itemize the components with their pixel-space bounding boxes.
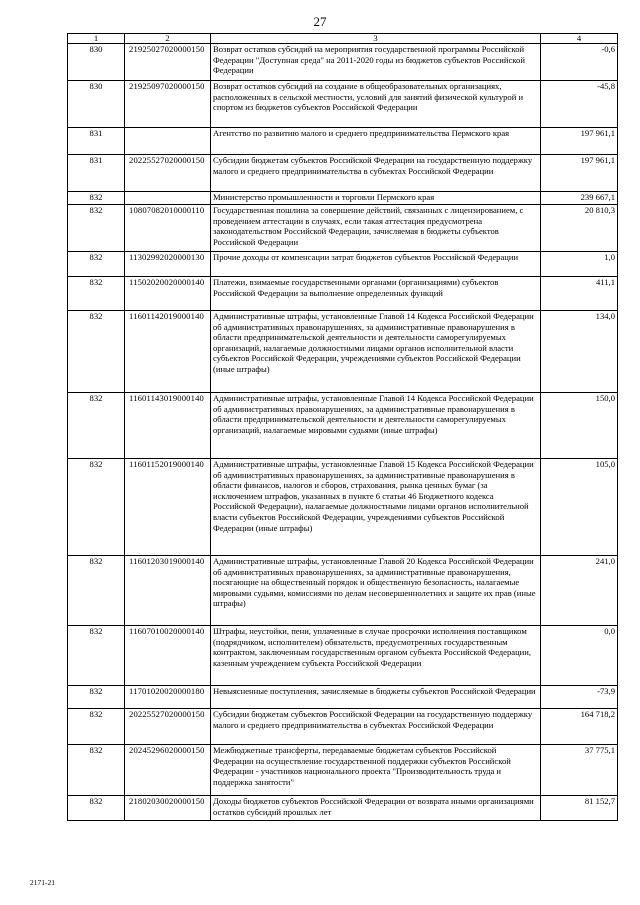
page-number: 27 <box>313 14 327 29</box>
table-row <box>68 745 618 796</box>
table-row <box>68 155 618 192</box>
row-code: 832 <box>68 745 125 796</box>
row-code: 832 <box>68 796 125 821</box>
row-kbk: 11601203019000140 <box>125 556 211 626</box>
row-amount: 1,0 <box>541 252 618 277</box>
table-body <box>68 44 618 821</box>
row-code: 832 <box>68 709 125 745</box>
row-amount: 81 152,7 <box>541 796 618 821</box>
row-amount: 105,0 <box>541 459 618 556</box>
row-kbk: 11601142019000140 <box>125 311 211 393</box>
row-kbk: 11502020020000140 <box>125 277 211 311</box>
row-name: Административные штрафы, установленные Главой 15 Кодекса Российской Федерации об административных правонарушениях, за административные правонарушения в области финансов, налогов и сборов, страхования, рынка ценных бумаг (за исключением штрафов, указанных в пункте 6 статьи 46 Бюджетного кодекса Российской Федерации), налагаемые должностными лицами органов исполнительной власти субъектов Российской Федерации, учреждениями субъектов Российской Федерации (иные штрафы) <box>211 459 541 556</box>
row-amount: 164 718,2 <box>541 709 618 745</box>
table-row <box>68 252 618 277</box>
row-name: Невыясненные поступления, зачисляемые в бюджеты субъектов Российской Федерации <box>211 686 541 709</box>
table-row <box>68 556 618 626</box>
row-code: 832 <box>68 393 125 459</box>
table-row <box>68 311 618 393</box>
table-row <box>68 44 618 81</box>
table-row <box>68 709 618 745</box>
row-amount: 197 961,1 <box>541 128 618 155</box>
row-amount: 20 810,3 <box>541 205 618 252</box>
col-header-3: 3 <box>211 34 541 44</box>
table-row <box>68 459 618 556</box>
row-kbk: 11601143019000140 <box>125 393 211 459</box>
row-name: Административные штрафы, установленные Главой 14 Кодекса Российской Федерации об административных правонарушениях, за административные правонарушения в области предпринимательской деятельности и деятельности саморегулируемых организаций, налагаемые мировыми судьями (иные штрафы) <box>211 393 541 459</box>
row-name: Агентство по развитию малого и среднего предпринимательства Пермского края <box>211 128 541 155</box>
row-amount: 0,0 <box>541 626 618 686</box>
row-amount: -0,6 <box>541 44 618 81</box>
row-code: 832 <box>68 311 125 393</box>
table-row <box>68 277 618 311</box>
col-header-2: 2 <box>125 34 211 44</box>
row-amount: 134,0 <box>541 311 618 393</box>
row-name: Министерство промышленности и торговли Пермского края <box>211 192 541 205</box>
row-kbk: 21925097020000150 <box>125 81 211 128</box>
row-amount: 150,0 <box>541 393 618 459</box>
row-code: 830 <box>68 81 125 128</box>
col-header-4: 4 <box>541 34 618 44</box>
row-code: 831 <box>68 155 125 192</box>
row-amount: 239 667,1 <box>541 192 618 205</box>
row-name: Межбюджетные трансферты, передаваемые бюджетам субъектов Российской Федерации на осуществление государственной поддержки субъектов Российской Федерации - участников национального проекта "Производительность труда и поддержка занятости" <box>211 745 541 796</box>
row-name: Доходы бюджетов субъектов Российской Федерации от возврата иными организациями остатков субсидий прошлых лет <box>211 796 541 821</box>
row-kbk: 11302992020000130 <box>125 252 211 277</box>
row-code: 832 <box>68 277 125 311</box>
row-code: 830 <box>68 44 125 81</box>
row-kbk: 11607010020000140 <box>125 626 211 686</box>
revenue-table <box>67 33 618 821</box>
row-amount: 241,0 <box>541 556 618 626</box>
row-name: Государственная пошлина за совершение действий, связанных с лицензированием, с проведением аттестации в случаях, если такая аттестация предусмотрена законодательством Российской Федерации, зачисляемая в бюджеты субъектов Российской Федерации <box>211 205 541 252</box>
row-kbk <box>125 192 211 205</box>
table-row <box>68 686 618 709</box>
table-row <box>68 796 618 821</box>
row-name: Административные штрафы, установленные Главой 14 Кодекса Российской Федерации об административных правонарушениях, за административные правонарушения в области предпринимательской деятельности и деятельности саморегулируемых организаций, налагаемые должностными лицами органов исполнительной власти субъектов Российской Федерации, учреждениями субъектов Российской Федерации (иные штрафы) <box>211 311 541 393</box>
table-row <box>68 128 618 155</box>
row-name: Платежи, взимаемые государственными органами (организациями) субъектов Российской Федерации за выполнение определенных функций <box>211 277 541 311</box>
row-name: Возврат остатков субсидий на создание в общеобразовательных организациях, расположенных в сельской местности, условий для занятий физической культурой и спортом из бюджетов субъектов Российской Федерации <box>211 81 541 128</box>
row-kbk: 20245296020000150 <box>125 745 211 796</box>
row-kbk: 21802030020000150 <box>125 796 211 821</box>
row-name: Прочие доходы от компенсации затрат бюджетов субъектов Российской Федерации <box>211 252 541 277</box>
row-code: 832 <box>68 626 125 686</box>
footer-code: 2171-21 <box>30 878 55 887</box>
row-kbk <box>125 128 211 155</box>
row-kbk: 21925027020000150 <box>125 44 211 81</box>
row-amount: -45,8 <box>541 81 618 128</box>
table-row <box>68 192 618 205</box>
row-name: Возврат остатков субсидий на мероприятия государственной программы Российской Федерации "Доступная среда" на 2011-2020 годы из бюджетов субъектов Российской Федерации <box>211 44 541 81</box>
row-code: 832 <box>68 192 125 205</box>
row-amount: 197 961,1 <box>541 155 618 192</box>
row-kbk: 11601152019000140 <box>125 459 211 556</box>
row-code: 832 <box>68 252 125 277</box>
row-kbk: 11701020020000180 <box>125 686 211 709</box>
row-name: Штрафы, неустойки, пени, уплаченные в случае просрочки исполнения поставщиком (подрядчиком, исполнителем) обязательств, предусмотренных государственным контрактом, заключенным государственным органом субъекта Российской Федерации, казенным учреждением субъекта Российской Федерации <box>211 626 541 686</box>
row-code: 832 <box>68 556 125 626</box>
col-header-1: 1 <box>68 34 125 44</box>
header-row <box>68 34 618 44</box>
row-kbk: 20225527020000150 <box>125 709 211 745</box>
row-code: 832 <box>68 205 125 252</box>
row-code: 832 <box>68 686 125 709</box>
row-name: Субсидии бюджетам субъектов Российской Федерации на государственную поддержку малого и среднего предпринимательства в субъектах Российской Федерации <box>211 709 541 745</box>
row-name: Административные штрафы, установленные Главой 20 Кодекса Российской Федерации об административных правонарушениях, за административные правонарушения, посягающие на общественный порядок и общественную безопасность, налагаемые мировыми судьями, комиссиями по делам несовершеннолетних и защите их прав (иные штрафы) <box>211 556 541 626</box>
row-amount: 411,1 <box>541 277 618 311</box>
row-code: 832 <box>68 459 125 556</box>
table-row <box>68 626 618 686</box>
table-row <box>68 81 618 128</box>
table-row <box>68 205 618 252</box>
row-kbk: 20225527020000150 <box>125 155 211 192</box>
row-kbk: 10807082010000110 <box>125 205 211 252</box>
row-amount: -73,9 <box>541 686 618 709</box>
row-amount: 37 775,1 <box>541 745 618 796</box>
row-code: 831 <box>68 128 125 155</box>
row-name: Субсидии бюджетам субъектов Российской Федерации на государственную поддержку малого и среднего предпринимательства в субъектах Российской Федерации <box>211 155 541 192</box>
table-row <box>68 393 618 459</box>
